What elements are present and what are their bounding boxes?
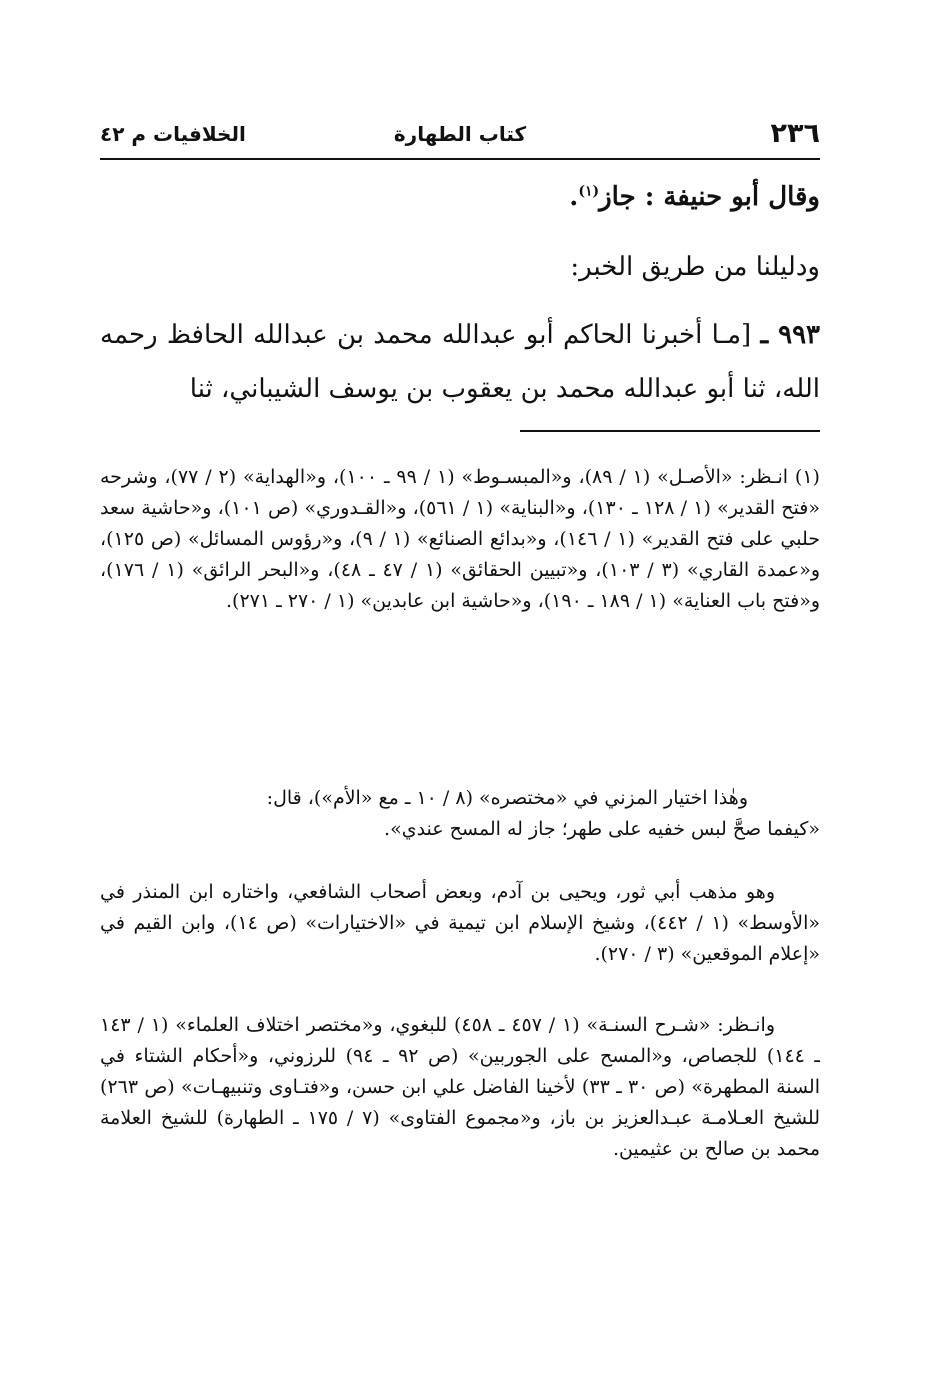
footnote-ref: (١) [578,183,600,200]
footnote-see-also [100,1010,820,1165]
footnote-muzani-text: وهٰذا اختيار المزني في «مختصره» (٨ / ١٠ ـ مع «الأم»)، قال: [266,787,748,809]
footnote-madhhab-text: وهو مذهب أبي ثور، ويحيى بن آدم، وبعض أصحاب الشافعي، واختاره ابن المنذر في «الأوسط» (١ / ٤٤٢)، وشيخ الإسلام ابن تيمية في «الاختيارات» (ص ١٤)، وابن القيم في «إعلام الموقعين» (٣ / ٢٧٠). [100,881,821,965]
hadith-number: ٩٩٣ ـ [760,320,821,350]
paragraph-abu-hanifa [100,170,820,224]
footnote-quote [100,814,865,845]
hadith-text: [مـا أخبرنا الحاكم أبو عبدالله محمد بن عبدالله الحافظ رحمه الله، ثنا أبو عبدالله محمد بن يعقوب بن يوسف الشيباني، ثنا [100,320,820,404]
chapter-title: كتاب الطهارة [393,122,527,146]
footnote-rule [520,430,820,432]
footnote-1 [100,462,820,617]
header-rule [100,158,820,160]
paragraph-end: . [569,182,579,212]
running-header [100,118,820,158]
footnote-muzani [100,783,793,814]
signature-mark: الخلافيات م ٤٢ [100,122,246,146]
footnote-madhhab [100,877,820,970]
page-number: ٢٣٦ [770,118,820,149]
paragraph-evidence: ودليلنا من طريق الخبر: [570,252,820,282]
footnote-1-text: (١) انـظر: «الأصـل» (١ / ٨٩)، و«المبسـوط» (١ / ٩٩ ـ ١٠٠)، و«الهداية» (٢ / ٧٧)، وشرحه «فتح القدير» (١ / ١٢٨ ـ ١٣٠)، و«البناية» (١ / ٥٦١)، و«القـدوري» (ص ١٠١)، و«حاشية سعد حلبي على فتح القدير» (١ / ١٤٦)، و«بدائع الصنائع» (١ / ٩)، و«رؤوس المسائل» (ص ١٢٥)، و«عمدة القاري» (٣ / ١٠٣)، و«تبيين الحقائق» (١ / ٤٧ ـ ٤٨)، و«البحر الرائق» (١ / ١٧٦)، و«فتح باب العناية» (١ / ١٨٩ ـ ١٩٠)، و«حاشية ابن عابدين» (١ / ٢٧٠ ـ ٢٧١). [100,466,821,612]
paragraph-text: وقال أبو حنيفة : جاز [599,182,820,212]
paragraph-hadith-993 [100,308,820,416]
footnote-quote-text: «كيفما صحَّ لبس خفيه على طهر؛ جاز له المسح عندي». [384,818,820,840]
footnote-see-also-text: وانـظر: «شـرح السنـة» (١ / ٤٥٧ ـ ٤٥٨) للبغوي، و«مختصر اختلاف العلماء» (١ / ١٤٣ ـ ١٤٤) للجصاص، و«المسح على الجوربين» (ص ٩٢ ـ ٩٤) للرزوني، و«أحكام الشتاء في السنة المطهرة» (ص ٣٠ ـ ٣٣) لأخينا الفاضل علي ابن حسن، و«فتـاوى وتنبيهـات» (ص ٢٦٣) للشيخ العـلامـة عبـدالعزيز بن باز، و«مجموع الفتاوى» (٧ / ١٧٥ ـ الطهارة) للشيخ العلامة محمد بن صالح بن عثيمين. [100,1014,821,1160]
